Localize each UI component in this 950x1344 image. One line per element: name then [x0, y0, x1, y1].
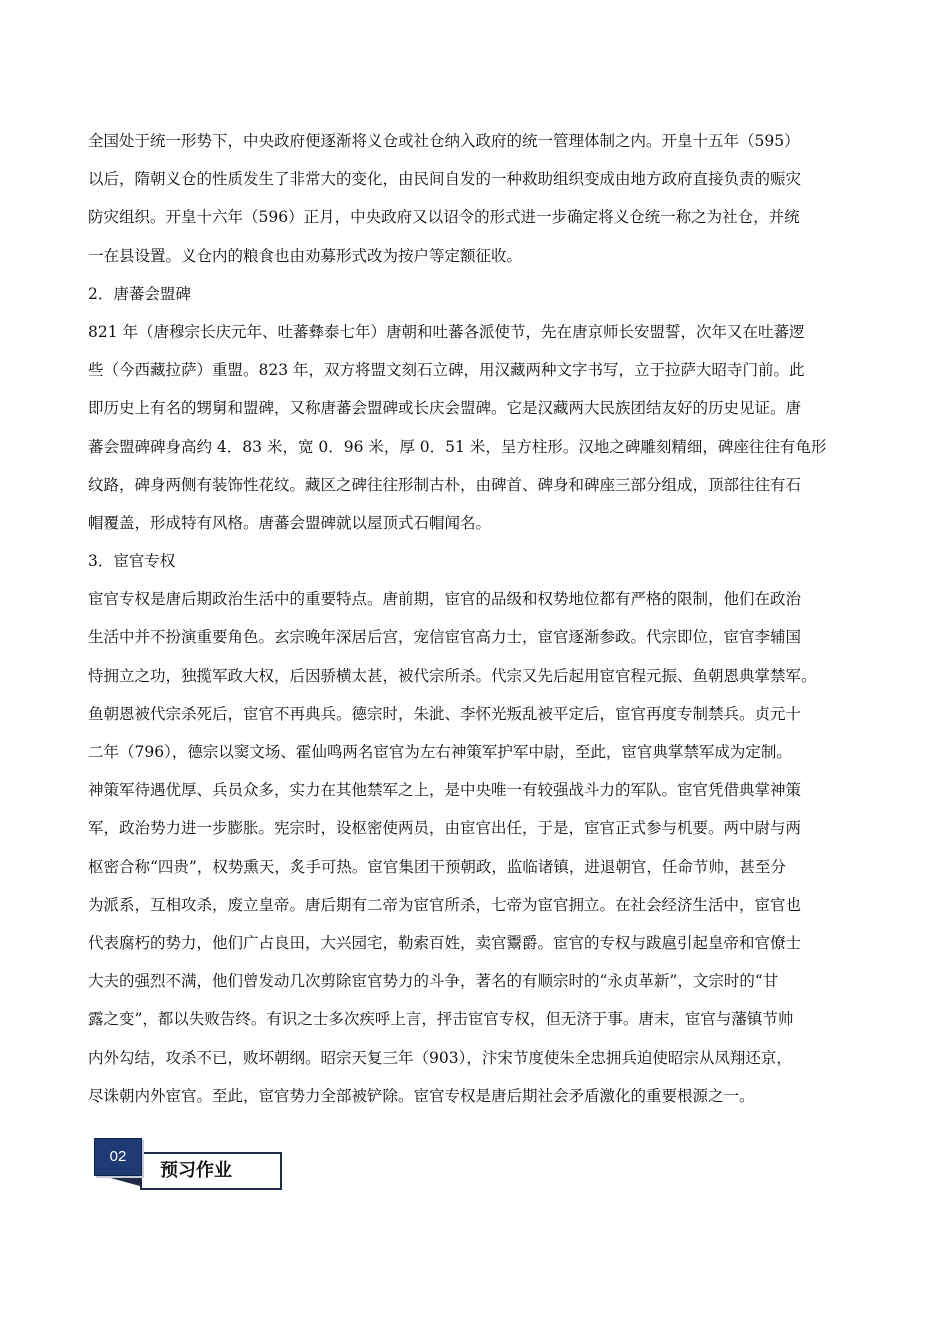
body-line: 帽覆盖，形成特有风格。唐蕃会盟碑就以屋顶式石帽闻名。 [88, 513, 492, 532]
section-heading-eunuch-power: 3．宦官专权 [88, 552, 176, 571]
body-line: 蕃会盟碑碑身高约 4．83 米，宽 0．96 米，厚 0．51 米，呈方柱形。汉地之碑雕刻精细，碑座往往有龟形 [88, 437, 827, 456]
body-line: 为派系，互相攻杀，废立皇帝。唐后期有二帝为宦官所杀，七帝为宦官拥立。在社会经济生活中，宦官也 [88, 895, 802, 914]
body-line: 全国处于统一形势下，中央政府便逐渐将义仓或社仓纳入政府的统一管理体制之内。开皇十五年（595） [88, 132, 800, 150]
section-number-box [94, 1138, 142, 1176]
body-line: 纹路，碑身两侧有装饰性花纹。藏区之碑往往形制古朴，由碑首、碑身和碑座三部分组成，顶部往往有石 [88, 475, 802, 494]
section-number: 02 [109, 1148, 127, 1165]
body-line: 些（今西藏拉萨）重盟。823 年，双方将盟文刻石立碑，用汉藏两种文字书写，立于拉萨大昭寺门前。此 [88, 361, 805, 380]
body-line: 恃拥立之功，独揽军政大权，后因骄横太甚，被代宗所杀。代宗又先后起用宦官程元振、鱼朝恩典掌禁军。 [88, 666, 817, 685]
body-line: 一在县设置。义仓内的粮食也由劝募形式改为按户等定额征收。 [88, 246, 523, 265]
section-title-box [140, 1152, 282, 1190]
body-line: 鱼朝恩被代宗杀死后，宦官不再典兵。德宗时，朱泚、李怀光叛乱被平定后，宦官再度专制禁兵。贞元十 [88, 704, 802, 723]
body-line: 露之变”，都以失败告终。有识之士多次疾呼上言，抨击宦官专权，但无济于事。唐末，宦官与藩镇节帅 [88, 1010, 794, 1029]
body-line: 821 年（唐穆宗长庆元年、吐蕃彝泰七年）唐朝和吐蕃各派使节，先在唐京师长安盟誓，次年又在吐蕃逻 [88, 322, 805, 341]
body-line: 代表腐朽的势力，他们广占良田，大兴园宅，勒索百姓，卖官鬻爵。宦官的专权与跋扈引起皇帝和官僚士 [88, 933, 802, 952]
section-heading-tang-tibet-stele: 2．唐蕃会盟碑 [88, 284, 191, 303]
body-line: 神策军待遇优厚、兵员众多，实力在其他禁军之上，是中央唯一有较强战斗力的军队。宦官凭借典掌神策 [88, 781, 802, 800]
body-line: 军，政治势力进一步膨胀。宪宗时，设枢密使两员，由宦官出任，于是，宦官正式参与机要。两中尉与两 [88, 819, 802, 838]
body-line: 防灾组织。开皇十六年（596）正月，中央政府又以诏令的形式进一步确定将义仓统一称之为社仓，并统 [88, 208, 800, 227]
body-line: 尽诛朝内外宦官。至此，宦官势力全部被铲除。宦官专权是唐后期社会矛盾激化的重要根源之一。 [88, 1086, 755, 1105]
section-title: 预习作业 [160, 1160, 232, 1181]
body-line: 以后，隋朝义仓的性质发生了非常大的变化，由民间自发的一种救助组织变成由地方政府直接负责的赈灾 [88, 170, 802, 189]
body-line: 即历史上有名的甥舅和盟碑，又称唐蕃会盟碑或长庆会盟碑。它是汉藏两大民族团结友好的历史见证。唐 [88, 399, 802, 418]
body-line: 生活中并不扮演重要角色。玄宗晚年深居后宫，宠信宦官高力士，宦官逐渐参政。代宗即位，宦官李辅国 [88, 628, 802, 647]
body-line: 大夫的强烈不满，他们曾发动几次剪除宦官势力的斗争，著名的有顺宗时的“永贞革新”，文宗时的“甘 [88, 972, 779, 991]
body-line: 枢密合称“四贵”，权势熏天，炙手可热。宦官集团干预朝政，监临诸镇，进退朝官，任命节帅，甚至分 [88, 857, 786, 876]
article-body [88, 122, 878, 1115]
section-badge [92, 1138, 280, 1190]
body-line: 宦官专权是唐后期政治生活中的重要特点。唐前期，宦官的品级和权势地位都有严格的限制，他们在政治 [88, 590, 802, 609]
body-line: 二年（796），德宗以窦文场、霍仙鸣两名宦官为左右神策军护军中尉，至此，宦官典掌禁军成为定制。 [88, 743, 792, 761]
body-line: 内外勾结，攻杀不已，败坏朝纲。昭宗天复三年（903），汴宋节度使朱全忠拥兵迫使昭宗从凤翔还京， [88, 1048, 792, 1067]
